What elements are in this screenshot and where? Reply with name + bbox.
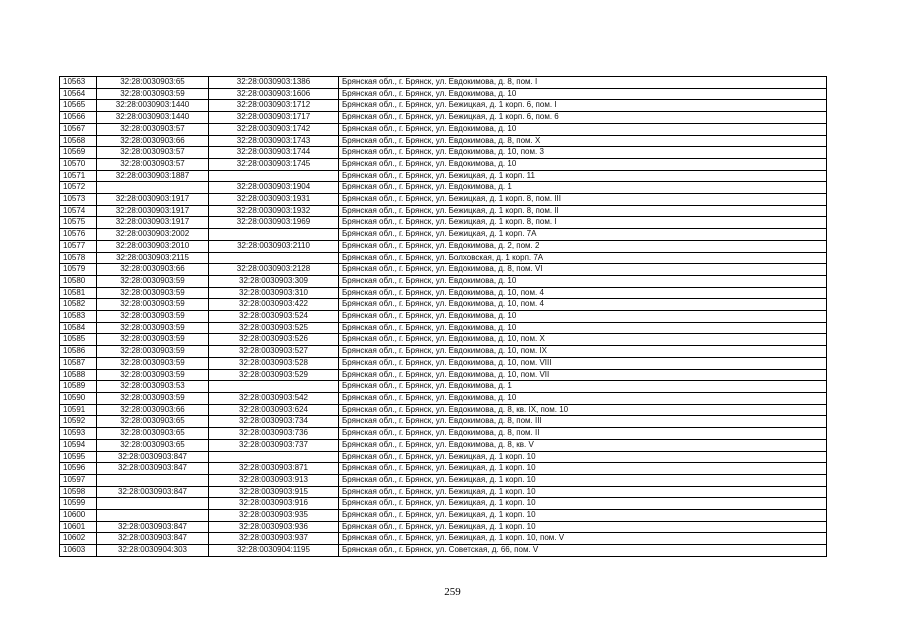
parcel-cadastral-cell: 32:28:0030903:59	[97, 357, 209, 369]
table-row	[60, 182, 827, 194]
object-cadastral-cell: 32:28:0030903:528	[209, 357, 339, 369]
parcel-cadastral-cell	[97, 510, 209, 522]
address-cell: Брянская обл., г. Брянск, ул. Бежицкая, д. 1 корп. 6, пом. 6	[339, 112, 827, 124]
table-row	[60, 533, 827, 545]
address-cell: Брянская обл., г. Брянск, ул. Бежицкая, д. 1 корп. 10, пом. V	[339, 533, 827, 545]
object-cadastral-cell: 32:28:0030903:915	[209, 486, 339, 498]
row-number-cell: 10568	[60, 135, 97, 147]
table-row	[60, 147, 827, 159]
table-row	[60, 498, 827, 510]
parcel-cadastral-cell: 32:28:0030903:59	[97, 369, 209, 381]
parcel-cadastral-cell: 32:28:0030903:65	[97, 416, 209, 428]
row-number-cell: 10599	[60, 498, 97, 510]
parcel-cadastral-cell: 32:28:0030903:847	[97, 521, 209, 533]
row-number-cell: 10587	[60, 357, 97, 369]
row-number-cell: 10580	[60, 275, 97, 287]
parcel-cadastral-cell: 32:28:0030903:847	[97, 486, 209, 498]
table-row	[60, 194, 827, 206]
row-number-cell: 10593	[60, 428, 97, 440]
table-row	[60, 311, 827, 323]
table-row	[60, 428, 827, 440]
parcel-cadastral-cell: 32:28:0030903:1440	[97, 100, 209, 112]
row-number-cell: 10565	[60, 100, 97, 112]
parcel-cadastral-cell: 32:28:0030903:57	[97, 123, 209, 135]
address-cell: Брянская обл., г. Брянск, ул. Евдокимова, д. 10	[339, 322, 827, 334]
table-row	[60, 486, 827, 498]
address-cell: Брянская обл., г. Брянск, ул. Бежицкая, д. 1 корп. 10	[339, 521, 827, 533]
row-number-cell: 10574	[60, 205, 97, 217]
object-cadastral-cell: 32:28:0030903:1743	[209, 135, 339, 147]
row-number-cell: 10569	[60, 147, 97, 159]
address-cell: Брянская обл., г. Брянск, ул. Бежицкая, д. 1 корп. 11	[339, 170, 827, 182]
address-cell: Брянская обл., г. Брянск, ул. Евдокимова, д. 8, пом. VI	[339, 264, 827, 276]
row-number-cell: 10572	[60, 182, 97, 194]
parcel-cadastral-cell: 32:28:0030903:847	[97, 463, 209, 475]
page-number: 259	[444, 586, 461, 598]
address-cell: Брянская обл., г. Брянск, ул. Евдокимова, д. 8, пом. III	[339, 416, 827, 428]
parcel-cadastral-cell	[97, 498, 209, 510]
object-cadastral-cell: 32:28:0030903:526	[209, 334, 339, 346]
row-number-cell: 10603	[60, 545, 97, 557]
row-number-cell: 10595	[60, 451, 97, 463]
object-cadastral-cell: 32:28:0030903:310	[209, 287, 339, 299]
table-row	[60, 77, 827, 89]
address-cell: Брянская обл., г. Брянск, ул. Болховская, д. 1 корп. 7А	[339, 252, 827, 264]
address-cell: Брянская обл., г. Брянск, ул. Бежицкая, д. 1 корп. 8, пом. II	[339, 205, 827, 217]
parcel-cadastral-cell	[97, 182, 209, 194]
object-cadastral-cell: 32:28:0030903:422	[209, 299, 339, 311]
table-row	[60, 357, 827, 369]
object-cadastral-cell: 32:28:0030903:524	[209, 311, 339, 323]
table-row	[60, 112, 827, 124]
row-number-cell: 10583	[60, 311, 97, 323]
table-row	[60, 451, 827, 463]
address-cell: Брянская обл., г. Брянск, ул. Бежицкая, д. 1 корп. 10	[339, 510, 827, 522]
table-row	[60, 100, 827, 112]
address-cell: Брянская обл., г. Брянск, ул. Бежицкая, д. 1 корп. 8, пом. III	[339, 194, 827, 206]
parcel-cadastral-cell: 32:28:0030903:1917	[97, 194, 209, 206]
parcel-cadastral-cell: 32:28:0030903:1440	[97, 112, 209, 124]
table-row	[60, 135, 827, 147]
object-cadastral-cell: 32:28:0030903:734	[209, 416, 339, 428]
address-cell: Брянская обл., г. Брянск, ул. Бежицкая, д. 1 корп. 10	[339, 463, 827, 475]
row-number-cell: 10601	[60, 521, 97, 533]
object-cadastral-cell: 32:28:0030903:1931	[209, 194, 339, 206]
address-cell: Брянская обл., г. Брянск, ул. Евдокимова, д. 1	[339, 381, 827, 393]
address-cell: Брянская обл., г. Брянск, ул. Бежицкая, д. 1 корп. 10	[339, 451, 827, 463]
parcel-cadastral-cell: 32:28:0030903:1917	[97, 205, 209, 217]
row-number-cell: 10588	[60, 369, 97, 381]
address-cell: Брянская обл., г. Брянск, ул. Бежицкая, д. 1 корп. 10	[339, 486, 827, 498]
object-cadastral-cell: 32:28:0030903:1969	[209, 217, 339, 229]
parcel-cadastral-cell: 32:28:0030903:1887	[97, 170, 209, 182]
address-cell: Брянская обл., г. Брянск, ул. Евдокимова, д. 8, кв. V	[339, 439, 827, 451]
parcel-cadastral-cell: 32:28:0030903:66	[97, 264, 209, 276]
table-row	[60, 123, 827, 135]
parcel-cadastral-cell: 32:28:0030903:65	[97, 439, 209, 451]
table-row	[60, 381, 827, 393]
address-cell: Брянская обл., г. Брянск, ул. Евдокимова, д. 10, пом. 4	[339, 299, 827, 311]
object-cadastral-cell: 32:28:0030903:1386	[209, 77, 339, 89]
object-cadastral-cell: 32:28:0030903:1606	[209, 88, 339, 100]
address-cell: Брянская обл., г. Брянск, ул. Бежицкая, д. 1 корп. 7А	[339, 229, 827, 241]
object-cadastral-cell: 32:28:0030903:1904	[209, 182, 339, 194]
table-row	[60, 252, 827, 264]
parcel-cadastral-cell: 32:28:0030903:59	[97, 334, 209, 346]
table-row	[60, 299, 827, 311]
table-row	[60, 88, 827, 100]
address-cell: Брянская обл., г. Брянск, ул. Евдокимова, д. 10	[339, 275, 827, 287]
parcel-cadastral-cell: 32:28:0030903:2115	[97, 252, 209, 264]
parcel-cadastral-cell: 32:28:0030903:59	[97, 392, 209, 404]
parcel-cadastral-cell: 32:28:0030903:59	[97, 88, 209, 100]
table-row	[60, 240, 827, 252]
table-row	[60, 404, 827, 416]
table-row	[60, 346, 827, 358]
parcel-cadastral-cell: 32:28:0030903:57	[97, 147, 209, 159]
object-cadastral-cell: 32:28:0030904:1195	[209, 545, 339, 557]
object-cadastral-cell: 32:28:0030903:913	[209, 474, 339, 486]
row-number-cell: 10577	[60, 240, 97, 252]
table-row	[60, 392, 827, 404]
object-cadastral-cell: 32:28:0030903:527	[209, 346, 339, 358]
parcel-cadastral-cell	[97, 474, 209, 486]
object-cadastral-cell	[209, 451, 339, 463]
parcel-cadastral-cell: 32:28:0030903:59	[97, 322, 209, 334]
object-cadastral-cell: 32:28:0030903:1932	[209, 205, 339, 217]
table-row	[60, 322, 827, 334]
table-row	[60, 521, 827, 533]
parcel-cadastral-cell: 32:28:0030903:66	[97, 135, 209, 147]
table-row	[60, 416, 827, 428]
table-row	[60, 205, 827, 217]
table-row	[60, 545, 827, 557]
table-row	[60, 334, 827, 346]
parcel-cadastral-cell: 32:28:0030903:2002	[97, 229, 209, 241]
address-cell: Брянская обл., г. Брянск, ул. Бежицкая, д. 1 корп. 8, пом. I	[339, 217, 827, 229]
parcel-cadastral-cell: 32:28:0030903:59	[97, 275, 209, 287]
address-cell: Брянская обл., г. Брянск, ул. Евдокимова, д. 8, кв. IX, пом. 10	[339, 404, 827, 416]
address-cell: Брянская обл., г. Брянск, ул. Евдокимова, д. 8, пом. X	[339, 135, 827, 147]
object-cadastral-cell: 32:28:0030903:2110	[209, 240, 339, 252]
row-number-cell: 10576	[60, 229, 97, 241]
object-cadastral-cell	[209, 170, 339, 182]
address-cell: Брянская обл., г. Брянск, ул. Евдокимова, д. 10	[339, 123, 827, 135]
object-cadastral-cell: 32:28:0030903:1745	[209, 158, 339, 170]
address-cell: Брянская обл., г. Брянск, ул. Советская, д. 66, пом. V	[339, 545, 827, 557]
parcel-cadastral-cell: 32:28:0030903:65	[97, 77, 209, 89]
row-number-cell: 10584	[60, 322, 97, 334]
table-row	[60, 229, 827, 241]
address-cell: Брянская обл., г. Брянск, ул. Бежицкая, д. 1 корп. 6, пом. I	[339, 100, 827, 112]
address-cell: Брянская обл., г. Брянск, ул. Евдокимова, д. 10, пом. 4	[339, 287, 827, 299]
object-cadastral-cell: 32:28:0030903:624	[209, 404, 339, 416]
row-number-cell: 10602	[60, 533, 97, 545]
row-number-cell: 10600	[60, 510, 97, 522]
row-number-cell: 10591	[60, 404, 97, 416]
row-number-cell: 10590	[60, 392, 97, 404]
row-number-cell: 10586	[60, 346, 97, 358]
parcel-cadastral-cell: 32:28:0030903:59	[97, 287, 209, 299]
object-cadastral-cell: 32:28:0030903:916	[209, 498, 339, 510]
registry-table	[59, 76, 827, 557]
address-cell: Брянская обл., г. Брянск, ул. Бежицкая, д. 1 корп. 10	[339, 498, 827, 510]
registry-table-body	[60, 77, 827, 557]
parcel-cadastral-cell: 32:28:0030903:2010	[97, 240, 209, 252]
row-number-cell: 10581	[60, 287, 97, 299]
row-number-cell: 10585	[60, 334, 97, 346]
table-row	[60, 264, 827, 276]
row-number-cell: 10567	[60, 123, 97, 135]
row-number-cell: 10564	[60, 88, 97, 100]
table-row	[60, 474, 827, 486]
row-number-cell: 10578	[60, 252, 97, 264]
row-number-cell: 10598	[60, 486, 97, 498]
row-number-cell: 10589	[60, 381, 97, 393]
object-cadastral-cell: 32:28:0030903:737	[209, 439, 339, 451]
object-cadastral-cell: 32:28:0030903:871	[209, 463, 339, 475]
table-row	[60, 439, 827, 451]
object-cadastral-cell: 32:28:0030903:935	[209, 510, 339, 522]
row-number-cell: 10573	[60, 194, 97, 206]
row-number-cell: 10571	[60, 170, 97, 182]
row-number-cell: 10596	[60, 463, 97, 475]
address-cell: Брянская обл., г. Брянск, ул. Евдокимова, д. 2, пом. 2	[339, 240, 827, 252]
object-cadastral-cell: 32:28:0030903:309	[209, 275, 339, 287]
row-number-cell: 10592	[60, 416, 97, 428]
object-cadastral-cell: 32:28:0030903:1744	[209, 147, 339, 159]
object-cadastral-cell: 32:28:0030903:542	[209, 392, 339, 404]
address-cell: Брянская обл., г. Брянск, ул. Евдокимова, д. 10, пом. VII	[339, 369, 827, 381]
row-number-cell: 10566	[60, 112, 97, 124]
parcel-cadastral-cell: 32:28:0030903:65	[97, 428, 209, 440]
table-row	[60, 275, 827, 287]
row-number-cell: 10570	[60, 158, 97, 170]
address-cell: Брянская обл., г. Брянск, ул. Бежицкая, д. 1 корп. 10	[339, 474, 827, 486]
table-row	[60, 510, 827, 522]
table-row	[60, 158, 827, 170]
table-row	[60, 287, 827, 299]
address-cell: Брянская обл., г. Брянск, ул. Евдокимова, д. 10, пом. IX	[339, 346, 827, 358]
parcel-cadastral-cell: 32:28:0030903:53	[97, 381, 209, 393]
parcel-cadastral-cell: 32:28:0030903:1917	[97, 217, 209, 229]
address-cell: Брянская обл., г. Брянск, ул. Евдокимова, д. 10	[339, 392, 827, 404]
row-number-cell: 10594	[60, 439, 97, 451]
address-cell: Брянская обл., г. Брянск, ул. Евдокимова, д. 10, пом. X	[339, 334, 827, 346]
address-cell: Брянская обл., г. Брянск, ул. Евдокимова, д. 10	[339, 158, 827, 170]
parcel-cadastral-cell: 32:28:0030903:57	[97, 158, 209, 170]
object-cadastral-cell	[209, 252, 339, 264]
object-cadastral-cell: 32:28:0030903:1742	[209, 123, 339, 135]
table-row	[60, 463, 827, 475]
row-number-cell: 10582	[60, 299, 97, 311]
parcel-cadastral-cell: 32:28:0030903:59	[97, 299, 209, 311]
address-cell: Брянская обл., г. Брянск, ул. Евдокимова, д. 10, пом. 3	[339, 147, 827, 159]
address-cell: Брянская обл., г. Брянск, ул. Евдокимова, д. 1	[339, 182, 827, 194]
address-cell: Брянская обл., г. Брянск, ул. Евдокимова, д. 10	[339, 88, 827, 100]
table-row	[60, 170, 827, 182]
parcel-cadastral-cell: 32:28:0030904:303	[97, 545, 209, 557]
address-cell: Брянская обл., г. Брянск, ул. Евдокимова, д. 8, пом. II	[339, 428, 827, 440]
object-cadastral-cell: 32:28:0030903:529	[209, 369, 339, 381]
object-cadastral-cell	[209, 381, 339, 393]
object-cadastral-cell: 32:28:0030903:736	[209, 428, 339, 440]
row-number-cell: 10579	[60, 264, 97, 276]
row-number-cell: 10563	[60, 77, 97, 89]
row-number-cell: 10575	[60, 217, 97, 229]
address-cell: Брянская обл., г. Брянск, ул. Евдокимова, д. 8, пом. I	[339, 77, 827, 89]
object-cadastral-cell: 32:28:0030903:937	[209, 533, 339, 545]
address-cell: Брянская обл., г. Брянск, ул. Евдокимова, д. 10, пом. VIII	[339, 357, 827, 369]
object-cadastral-cell: 32:28:0030903:936	[209, 521, 339, 533]
parcel-cadastral-cell: 32:28:0030903:66	[97, 404, 209, 416]
table-row	[60, 369, 827, 381]
parcel-cadastral-cell: 32:28:0030903:847	[97, 451, 209, 463]
table-row	[60, 217, 827, 229]
parcel-cadastral-cell: 32:28:0030903:59	[97, 346, 209, 358]
object-cadastral-cell: 32:28:0030903:525	[209, 322, 339, 334]
parcel-cadastral-cell: 32:28:0030903:59	[97, 311, 209, 323]
address-cell: Брянская обл., г. Брянск, ул. Евдокимова, д. 10	[339, 311, 827, 323]
object-cadastral-cell	[209, 229, 339, 241]
parcel-cadastral-cell: 32:28:0030903:847	[97, 533, 209, 545]
row-number-cell: 10597	[60, 474, 97, 486]
object-cadastral-cell: 32:28:0030903:1712	[209, 100, 339, 112]
object-cadastral-cell: 32:28:0030903:2128	[209, 264, 339, 276]
object-cadastral-cell: 32:28:0030903:1717	[209, 112, 339, 124]
